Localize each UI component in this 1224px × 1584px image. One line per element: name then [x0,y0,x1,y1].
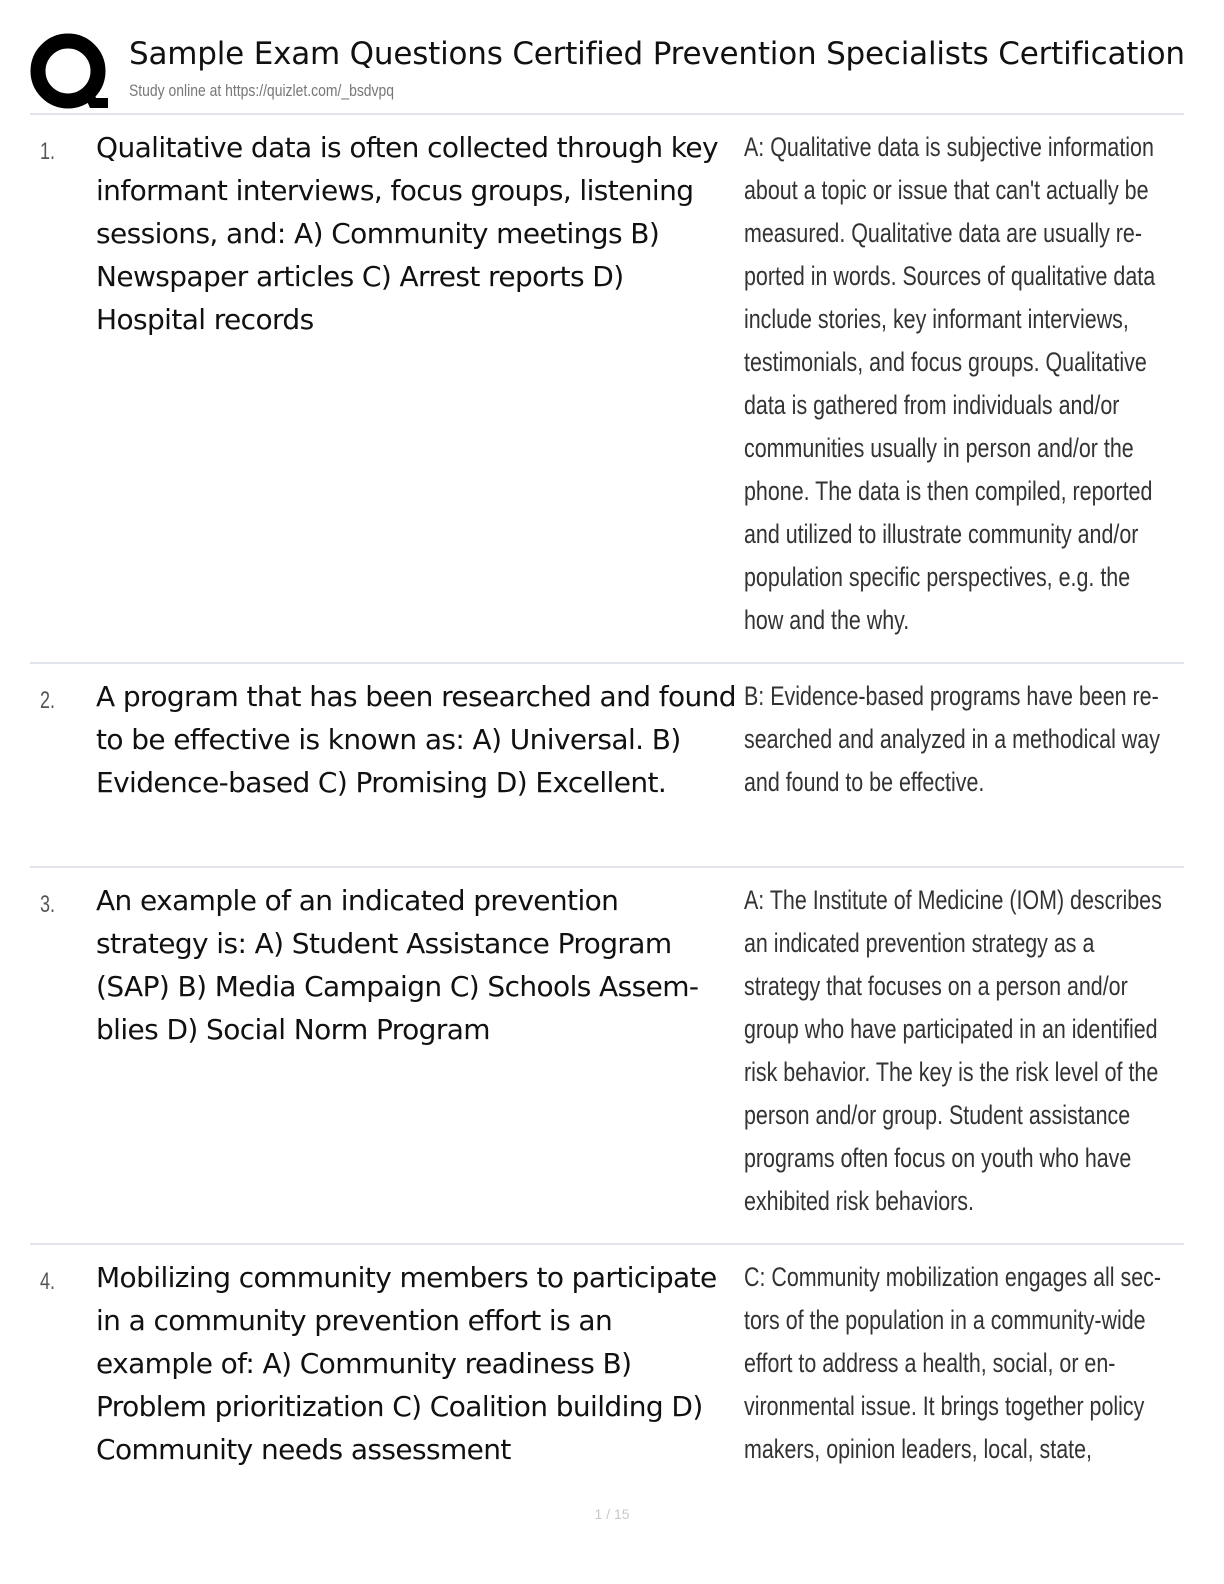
document-header [30,28,1184,114]
card-question: A program that has been researched and found to be effective is known as: A) Universal. B) Evidence-based C) Promising D) Excellent. [96,680,736,799]
flashcard-3 [30,879,1184,1234]
divider [30,866,1184,868]
flashcard-4 [30,1256,1184,1486]
card-answer: C: Community mobilization engages all sectors of the population in a community-wide effort to address a health, social, or environmental issue. It brings together policy makers, opinion leaders, local, state, [744,1262,1162,1464]
card-number: 4. [40,1268,56,1295]
divider [30,1243,1184,1245]
card-answer: A: The Institute of Medicine (IOM) describes an indicated prevention strategy as a strategy that focuses on a person and/or group who have participated in an identified risk behavior. The key is the risk level of the person and/or group. Student assistance programs often focus on youth who have exhibited risk behaviors. [744,885,1162,1216]
card-answer: A: Qualitative data is subjective information about a topic or issue that can't actually be measured. Qualitative data are usually reported in words. Sources of qualitative data include stories, key informant interviews, testimonials, and focus groups. Qualitative data is gathered from individuals and/or communities usually in person and/or the phone. The data is then compiled, reported and utilized to illustrate community and/or population specific perspectives, e.g. the how and the why. [744,132,1156,635]
card-question: Qualitative data is often collected through key informant interviews, focus groups, listening sessions, and: A) Community meetings B) Newspaper articles C) Arrest reports D) Hospital records [96,131,718,336]
divider [30,113,1184,115]
card-number: 3. [40,891,56,918]
divider [30,662,1184,664]
card-number: 2. [40,687,56,714]
flashcard-1 [30,126,1184,656]
page-indicator: 1 / 15 [594,1506,630,1522]
card-answer: B: Evidence-based programs have been researched and analyzed in a methodical way and found to be effective. [744,681,1160,797]
flashcard-2 [30,675,1184,860]
card-number: 1. [40,138,56,165]
quizlet-q-logo-icon [30,32,110,112]
study-online-link[interactable]: Study online at https://quizlet.com/_bsdvpq [129,81,395,100]
card-question: An example of an indicated prevention strategy is: A) Student Assistance Program (SAP) B) Media Campaign C) Schools Assemblies D) Social Norm Program [96,884,699,1046]
card-question: Mobilizing community members to participate in a community prevention effort is an example of: A) Community readiness B) Problem prioritization C) Coalition building D) Community needs assessment [96,1261,717,1466]
document-title: Sample Exam Questions Certified Prevention Specialists Certification [129,36,1185,72]
